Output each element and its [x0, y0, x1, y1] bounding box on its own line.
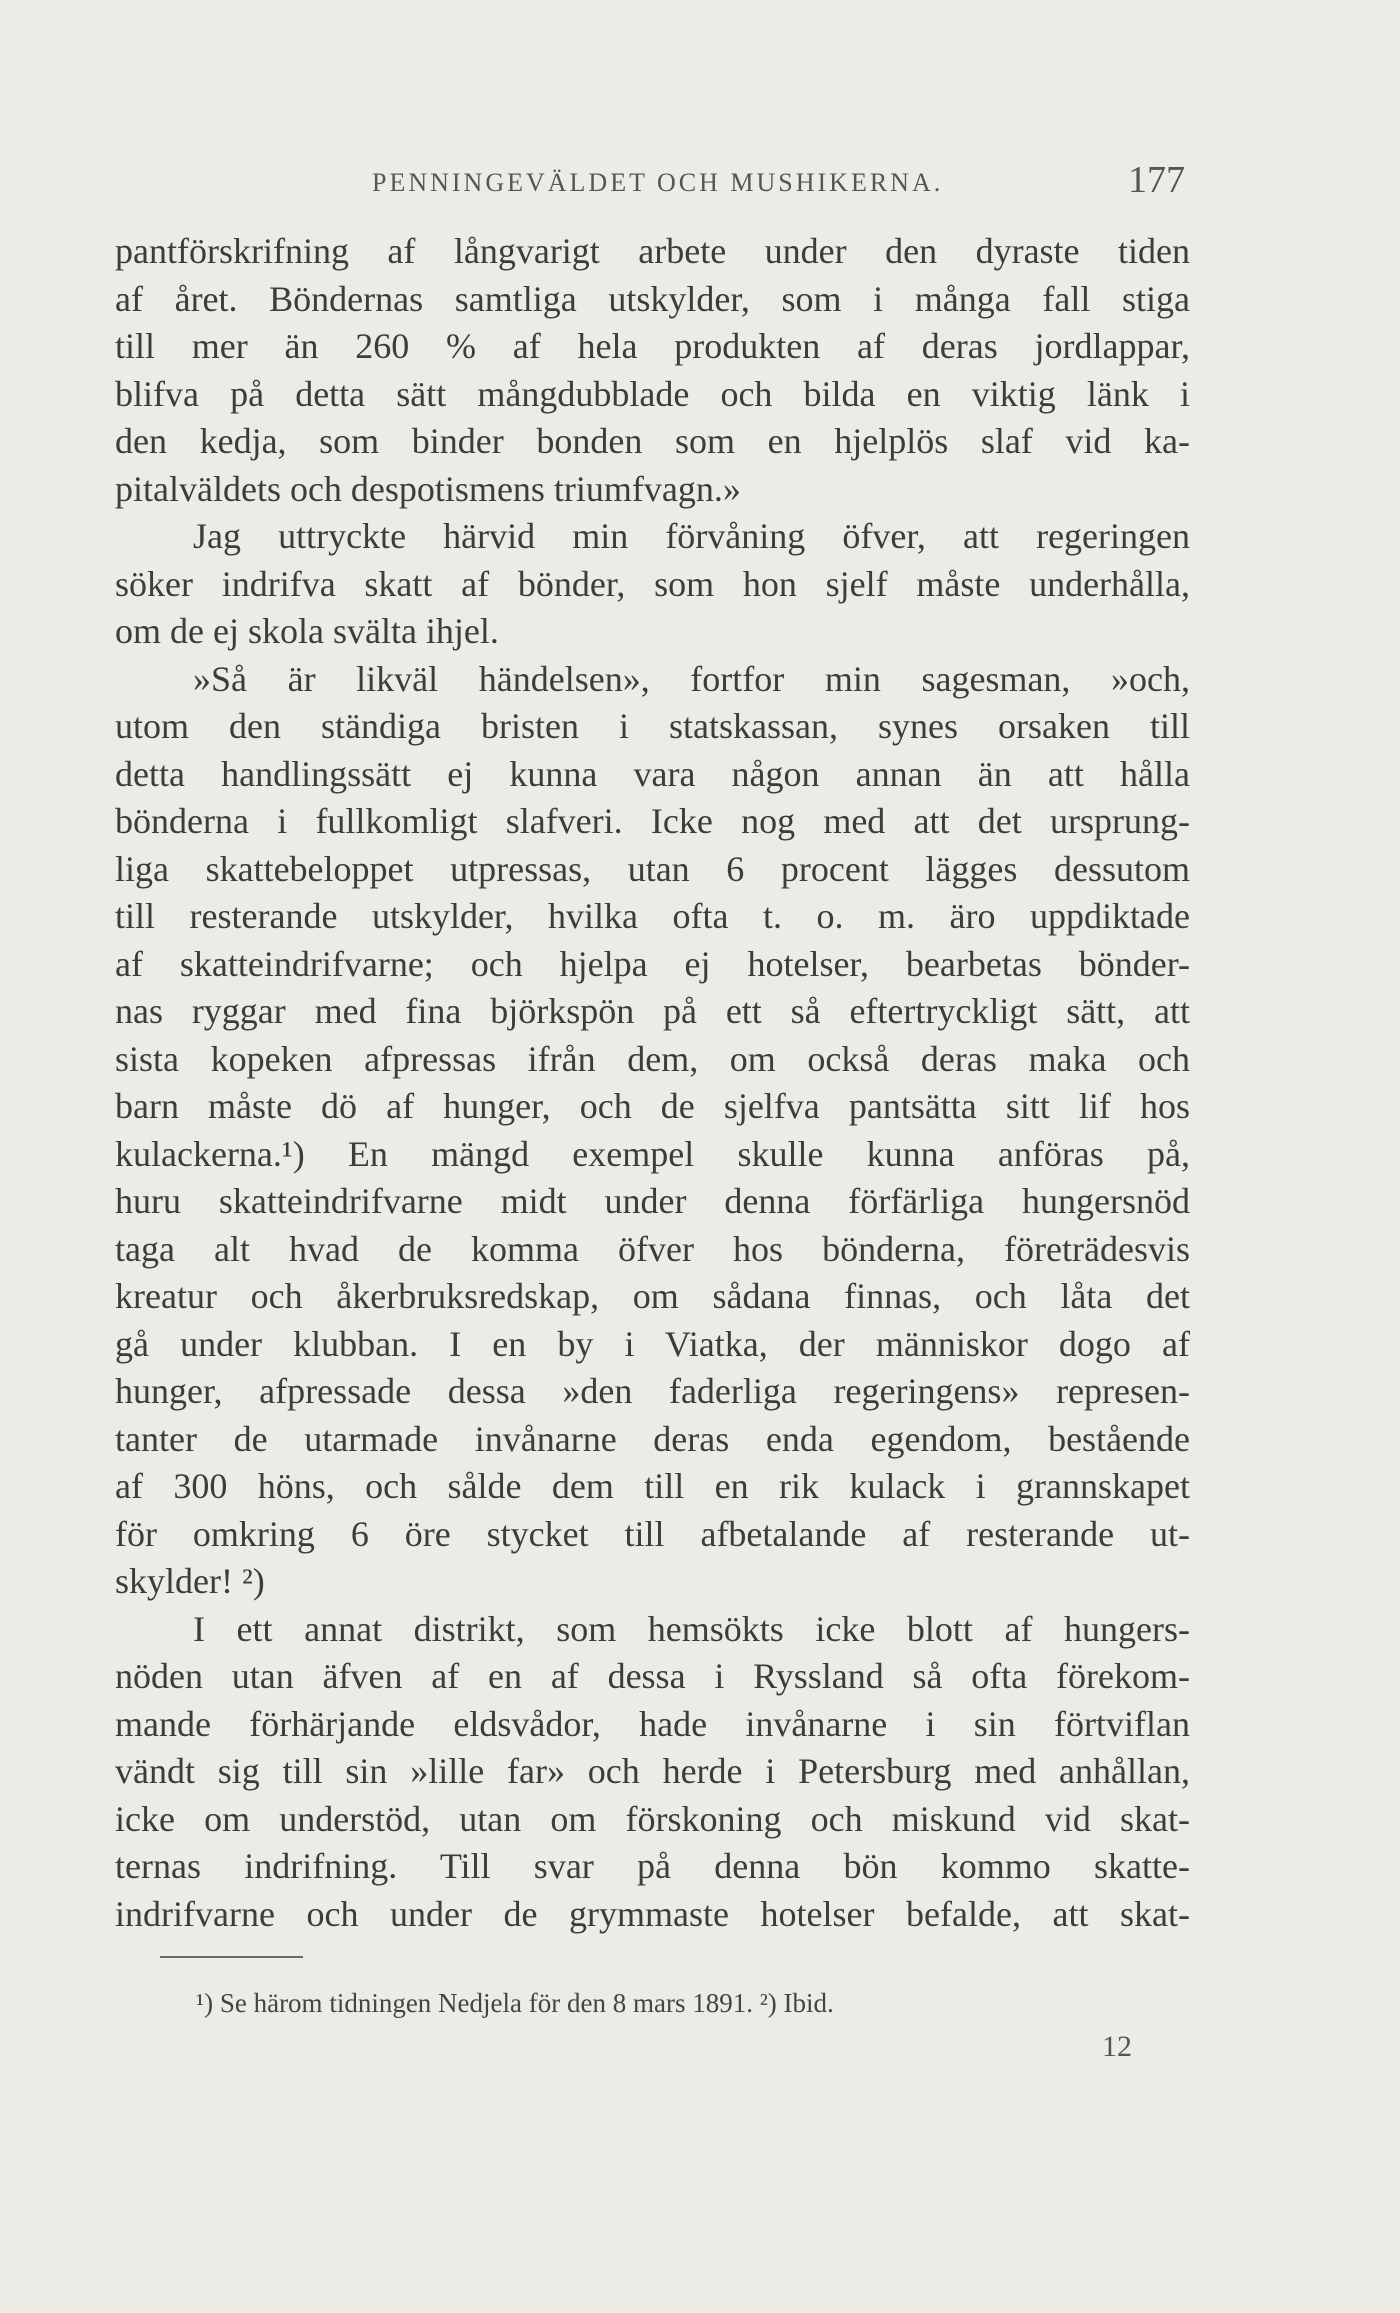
- text-line: mande förhärjande eldsvådor, hade invånarne i sin förtviflan: [115, 1703, 1190, 1744]
- text-line: gå under klubban. I en by i Viatka, der människor dogo af: [115, 1323, 1190, 1364]
- text-line: sista kopeken afpressas ifrån dem, om också deras maka och: [115, 1038, 1190, 1079]
- text-line: huru skatteindrifvarne midt under denna förfärliga hungersnöd: [115, 1181, 1190, 1221]
- text-line: liga skattebeloppet utpressas, utan 6 procent lägges dessutom: [115, 848, 1190, 889]
- text-line: bönderna i fullkomligt slafveri. Icke nog med att det ursprung-: [115, 801, 1190, 841]
- text-line: »Så är likväl händelsen», fortfor min sagesman, »och,: [193, 658, 1190, 699]
- text-line: pitalväldets och despotismens triumfvagn.»: [115, 468, 741, 509]
- signature-mark: 12: [1102, 2030, 1132, 2063]
- text-line: den kedja, som binder bonden som en hjelplös slaf vid ka-: [115, 421, 1190, 461]
- text-line: utom den ständiga bristen i statskassan, synes orsaken till: [115, 706, 1190, 746]
- text-line: indrifvarne och under de grymmaste hotelser befalde, att skat-: [115, 1893, 1190, 1934]
- text-line: tanter de utarmade invånarne deras enda egendom, bestående: [115, 1418, 1190, 1459]
- running-title: PENNINGEVÄLDET OCH MUSHIKERNA.: [372, 168, 944, 197]
- text-line: ternas indrifning. Till svar på denna bön kommo skatte-: [115, 1846, 1190, 1886]
- text-line: nöden utan äfven af en af dessa i Ryssland så ofta förekom-: [115, 1656, 1190, 1696]
- text-line: till mer än 260 % af hela produkten af deras jordlappar,: [115, 326, 1190, 366]
- body-text: [115, 228, 1190, 1938]
- text-line: kreatur och åkerbruksredskap, om sådana finnas, och låta det: [115, 1276, 1190, 1316]
- footnote-divider: [160, 1956, 303, 1958]
- text-line: kulackerna.¹) En mängd exempel skulle kunna anföras på,: [115, 1133, 1190, 1174]
- text-line: till resterande utskylder, hvilka ofta t. o. m. äro uppdiktade: [115, 896, 1190, 936]
- text-line: för omkring 6 öre stycket till afbetalande af resterande ut-: [115, 1513, 1190, 1554]
- text-line: icke om understöd, utan om förskoning och miskund vid skat-: [115, 1798, 1190, 1839]
- text-line: I ett annat distrikt, som hemsökts icke blott af hungers-: [193, 1608, 1190, 1649]
- text-line: af 300 höns, och sålde dem till en rik kulack i grannskapet: [115, 1466, 1190, 1506]
- text-line: barn måste dö af hunger, och de sjelfva pantsätta sitt lif hos: [115, 1086, 1190, 1126]
- text-line: taga alt hvad de komma öfver hos bönderna, företrädesvis: [115, 1228, 1190, 1269]
- text-line: pantförskrifning af långvarigt arbete under den dyraste tiden: [115, 231, 1190, 271]
- text-line: blifva på detta sätt mångdubblade och bilda en viktig länk i: [115, 373, 1190, 414]
- text-line: af året. Böndernas samtliga utskylder, som i många fall stiga: [115, 278, 1190, 319]
- footnote: ¹) Se härom tidningen Nedjela för den 8 mars 1891. ²) Ibid.: [196, 1988, 834, 2018]
- text-line: vändt sig till sin »lille far» och herde i Petersburg med anhållan,: [115, 1751, 1190, 1791]
- text-line: detta handlingssätt ej kunna vara någon annan än att hålla: [115, 753, 1190, 794]
- text-line: skylder! ²): [115, 1561, 265, 1601]
- text-line: söker indrifva skatt af bönder, som hon sjelf måste underhålla,: [115, 563, 1190, 604]
- text-line: af skatteindrifvarne; och hjelpa ej hotelser, bearbetas bönder-: [115, 943, 1190, 984]
- text-line: om de ej skola svälta ihjel.: [115, 611, 499, 651]
- page-number: 177: [1128, 159, 1185, 201]
- text-line: Jag uttryckte härvid min förvåning öfver, att regeringen: [193, 516, 1190, 556]
- text-line: hunger, afpressade dessa »den faderliga regeringens» represen-: [115, 1371, 1190, 1411]
- text-line: nas ryggar med fina björkspön på ett så eftertryckligt sätt, att: [115, 991, 1190, 1031]
